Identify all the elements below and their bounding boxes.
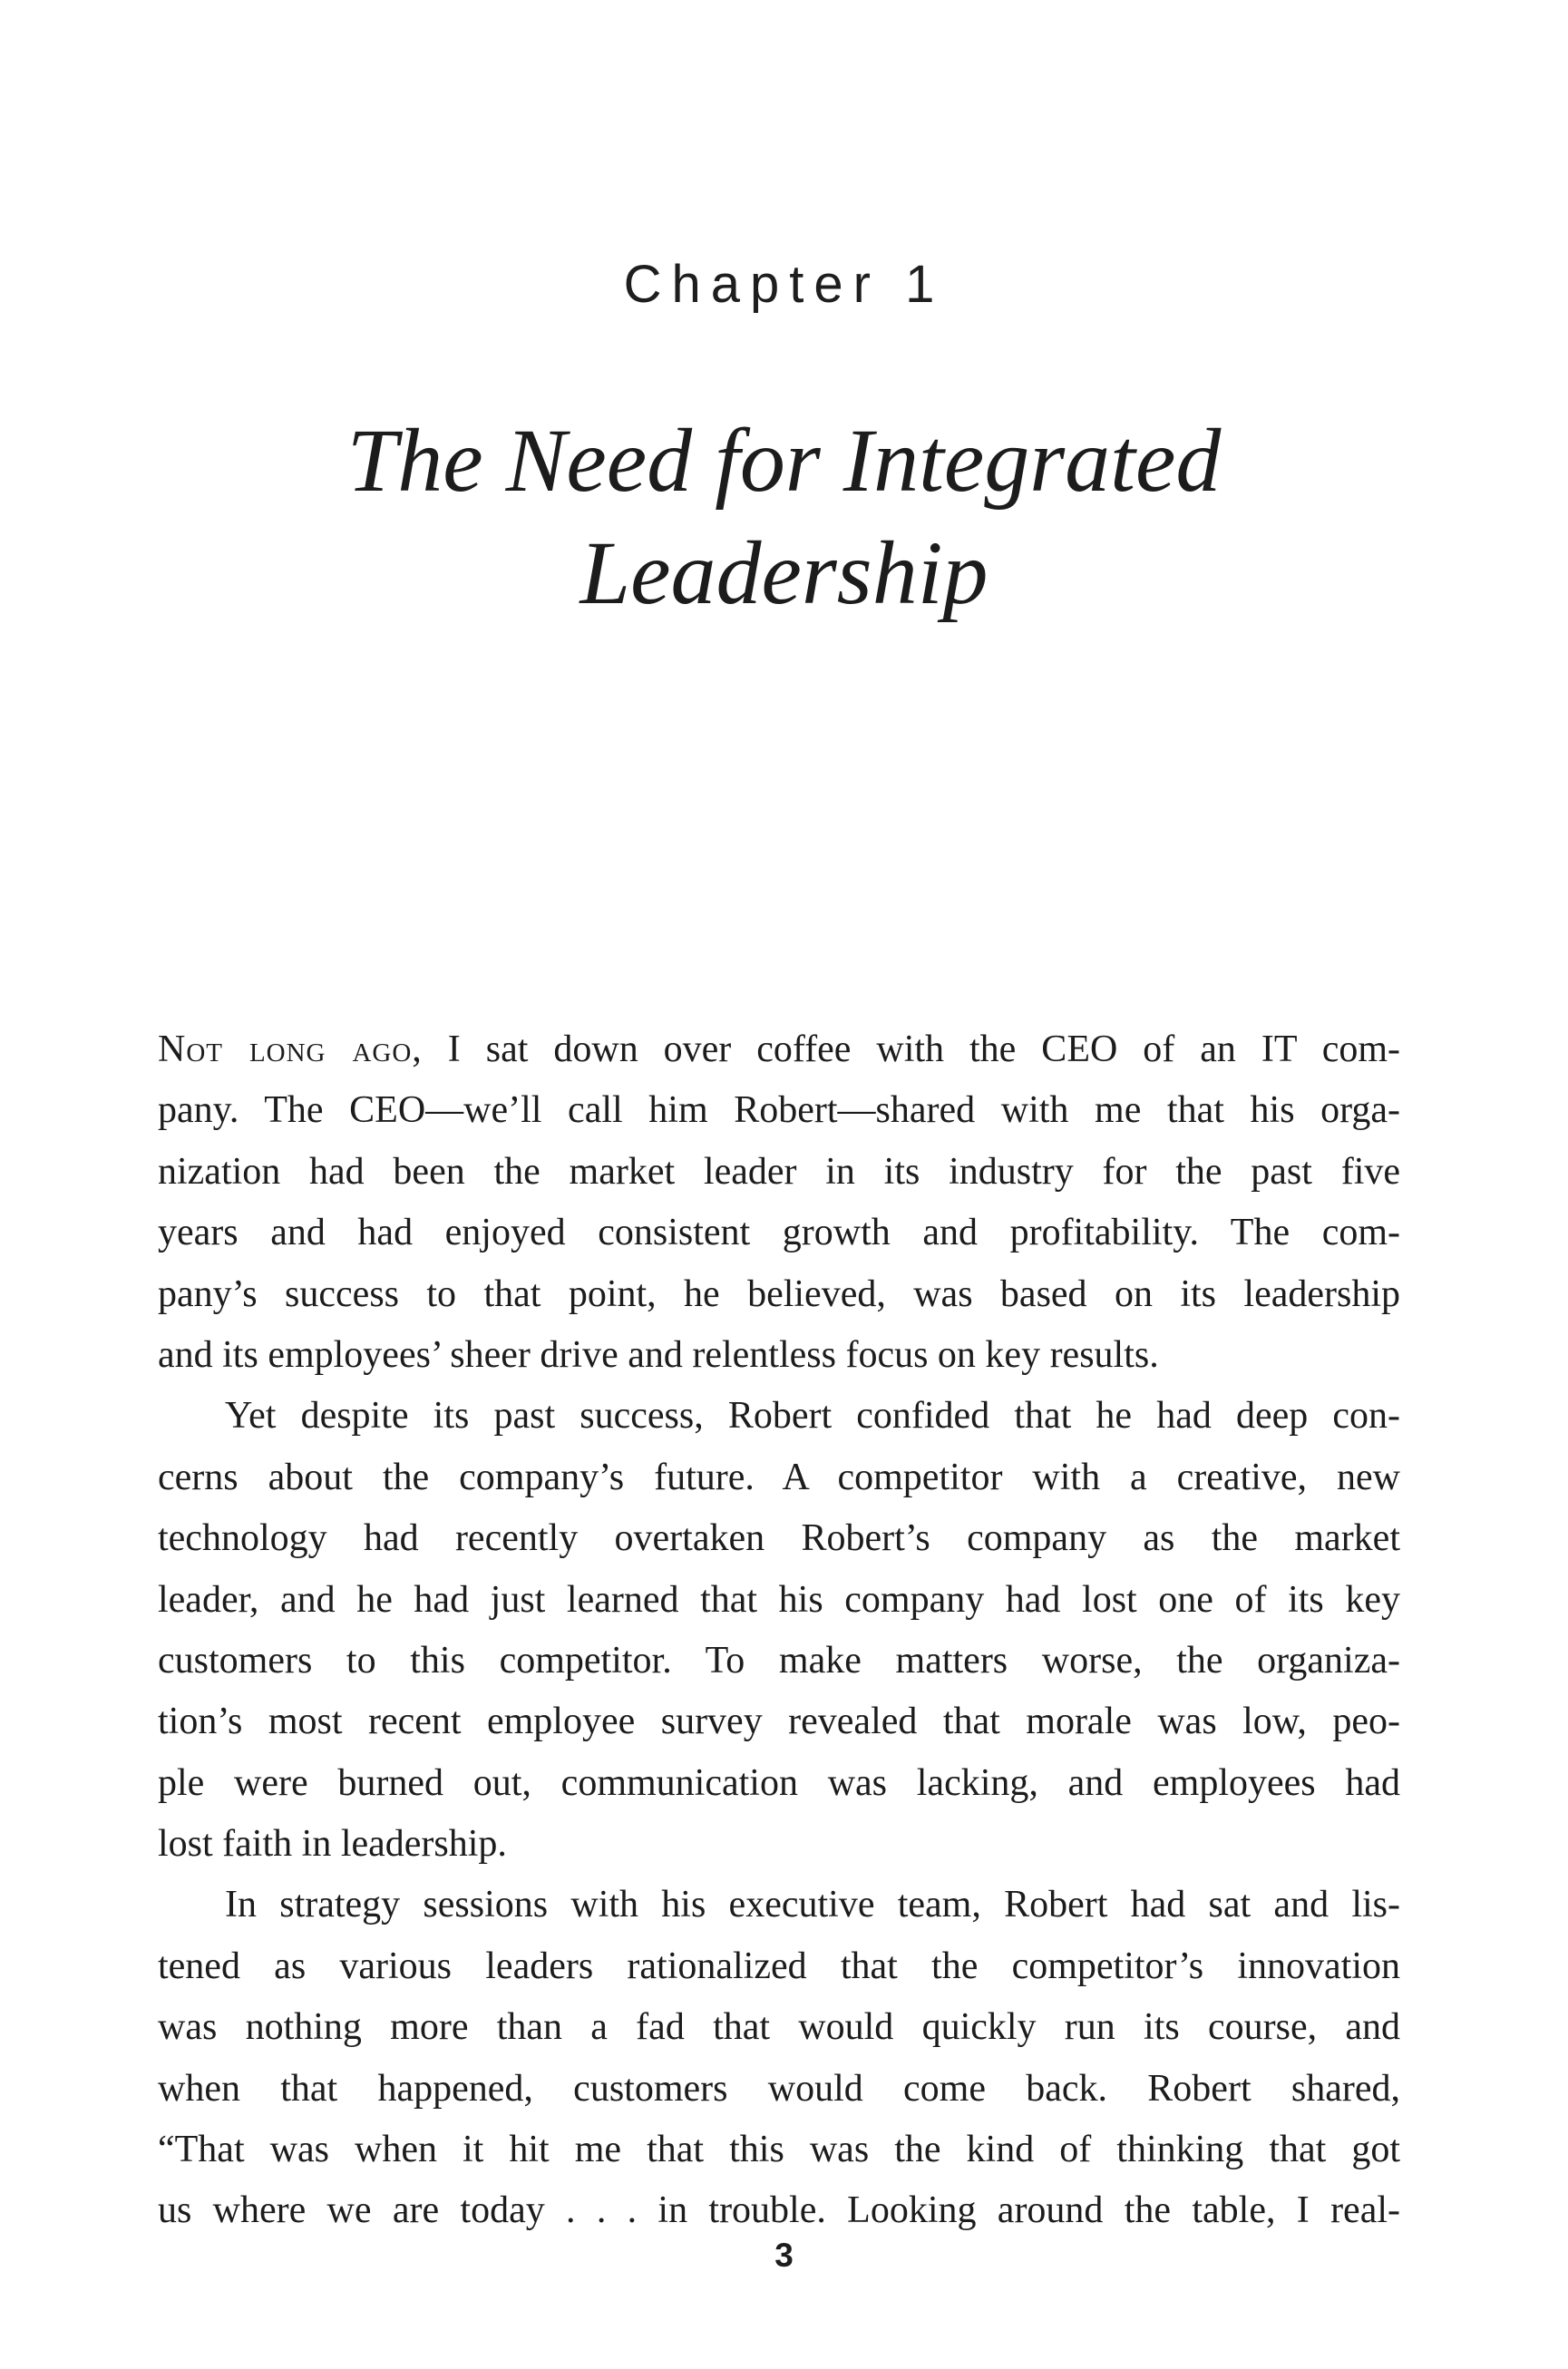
text-line: tened as various leaders rationalized that the competitor’s innovation: [158, 1945, 1400, 1987]
body-text: [158, 1019, 1400, 2242]
text-line: customers to this competitor. To make matters worse, the organiza-: [158, 1639, 1400, 1682]
page-number: 3: [774, 2237, 794, 2274]
chapter-label: Chapter 1: [623, 255, 945, 314]
text-line: and its employees’ sheer drive and relentless focus on key results.: [158, 1333, 1159, 1376]
text-line-rest: I sat down over coffee with the CEO of an IT com-: [422, 1029, 1400, 1070]
text-line: us where we are today . . . in trouble. Looking around the table, I real-: [158, 2189, 1400, 2232]
opening-small-caps: Not long ago,: [158, 1029, 423, 1070]
text-line: cerns about the company’s future. A competitor with a creative, new: [158, 1456, 1400, 1498]
text-line: years and had enjoyed consistent growth and profitability. The com-: [158, 1212, 1400, 1254]
text-line: nization had been the market leader in its industry for the past five: [158, 1150, 1400, 1193]
chapter-title: [0, 405, 1568, 629]
text-line: was nothing more than a fad that would quickly run its course, and: [158, 2006, 1400, 2049]
text-line: pany’s success to that point, he believed, was based on its leadership: [158, 1272, 1400, 1315]
text-line: pany. The CEO—we’ll call him Robert—shared with me that his orga-: [158, 1089, 1400, 1132]
text-line: Yet despite its past success, Robert confided that he had deep con-: [225, 1395, 1400, 1438]
text-line: lost faith in leadership.: [158, 1823, 507, 1866]
chapter-title-line: Leadership: [579, 522, 989, 623]
text-line: [158, 1019, 1400, 1080]
text-line: “That was when it hit me that this was the kind of thinking that got: [158, 2129, 1400, 2171]
text-line: ple were burned out, communication was lacking, and employees had: [158, 1761, 1400, 1804]
text-line: leader, and he had just learned that his company had lost one of its key: [158, 1578, 1400, 1621]
text-line: In strategy sessions with his executive team, Robert had sat and lis-: [225, 1884, 1400, 1926]
chapter-title-line: The Need for Integrated: [346, 410, 1222, 511]
text-line: when that happened, customers would come back. Robert shared,: [158, 2067, 1400, 2110]
text-line: technology had recently overtaken Robert’s company as the market: [158, 1517, 1400, 1560]
text-line: tion’s most recent employee survey revealed that morale was low, peo-: [158, 1701, 1400, 1743]
